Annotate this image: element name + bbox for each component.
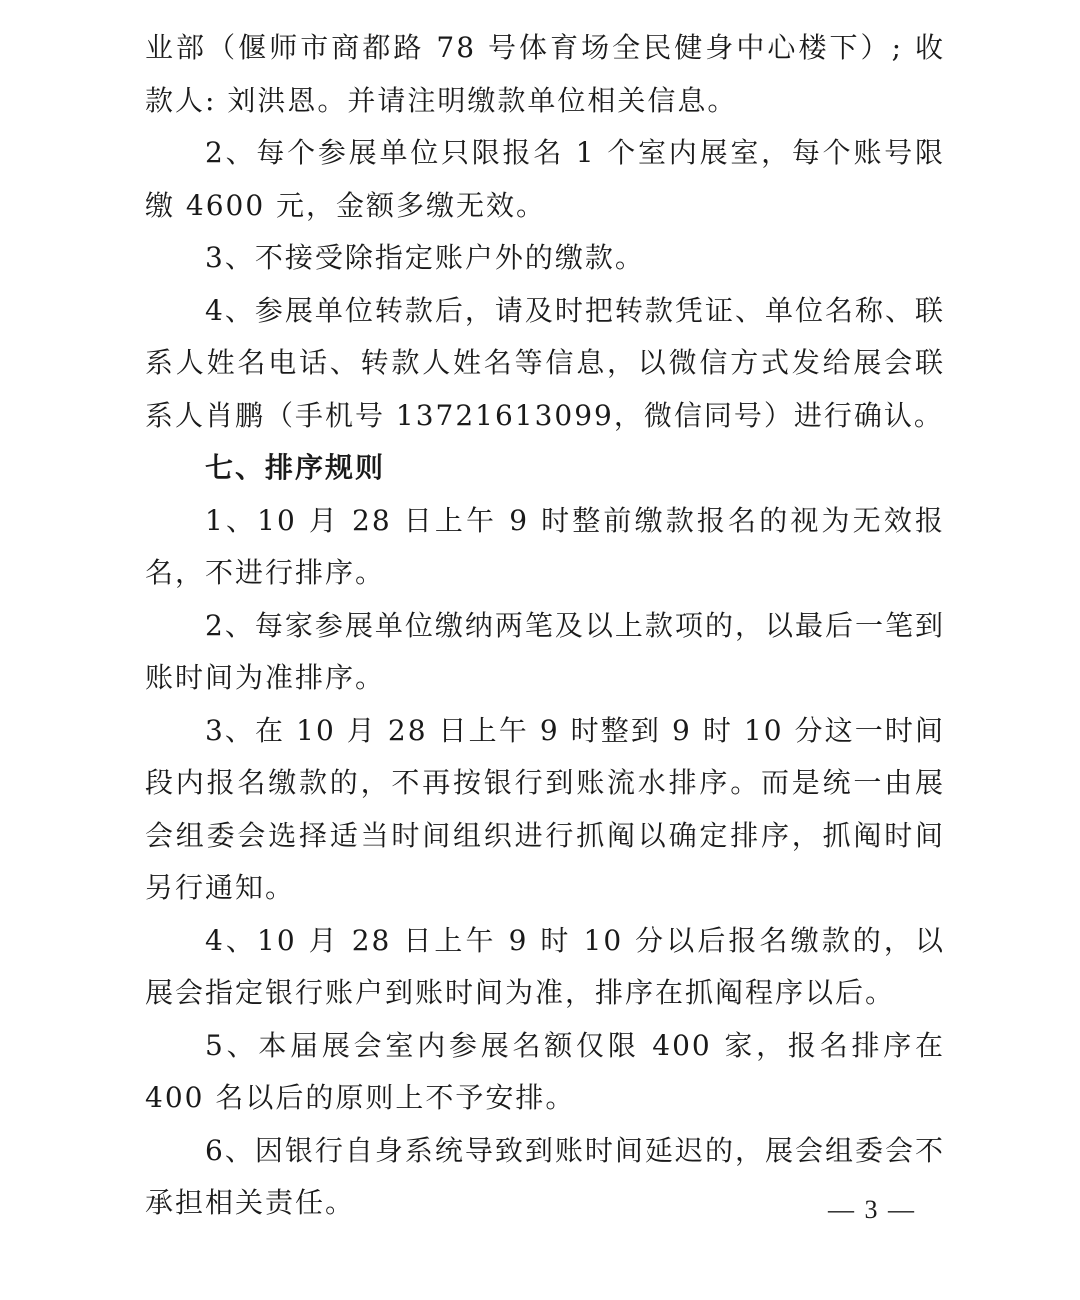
section-heading-sorting-rules: 七、排序规则 — [205, 451, 386, 484]
paragraph-rule-4: 4、10 月 28 日上午 9 时 10 分以后报名缴款的，以展会指定银行账户到账时间为准，排序在抓阄程序以后。 — [145, 923, 945, 1009]
document-body — [145, 22, 945, 1230]
paragraph-payment-limit: 2、每个参展单位只限报名 1 个室内展室，每个账号限缴 4600 元，金额多缴无效。 — [145, 136, 945, 222]
paragraph-payment-address: 业部（偃师市商都路 78 号体育场全民健身中心楼下）; 收款人: 刘洪恩。并请注明缴款单位相关信息。 — [145, 31, 945, 117]
paragraph-rule-2: 2、每家参展单位缴纳两笔及以上款项的，以最后一笔到账时间为准排序。 — [145, 608, 945, 694]
paragraph-account-restriction: 3、不接受除指定账户外的缴款。 — [205, 241, 645, 274]
paragraph-confirmation-contact: 4、参展单位转款后，请及时把转款凭证、单位名称、联系人姓名电话、转款人姓名等信息，以微信方式发给展会联系人肖鹏（手机号 13721613099，微信同号）进行确认。 — [145, 293, 945, 432]
paragraph-rule-5: 5、本届展会室内参展名额仅限 400 家，报名排序在 400 名以后的原则上不予安排。 — [145, 1028, 945, 1114]
page-number: — 3 — — [828, 1195, 916, 1224]
paragraph-rule-3: 3、在 10 月 28 日上午 9 时整到 9 时 10 分这一时间段内报名缴款的，不再按银行到账流水排序。而是统一由展会组委会选择适当时间组织进行抓阄以确定排序，抓阄时间另行通知。 — [145, 713, 945, 904]
paragraph-rule-1: 1、10 月 28 日上午 9 时整前缴款报名的视为无效报名，不进行排序。 — [145, 503, 945, 589]
paragraph-rule-6: 6、因银行自身系统导致到账时间延迟的，展会组委会不承担相关责任。 — [145, 1133, 945, 1219]
